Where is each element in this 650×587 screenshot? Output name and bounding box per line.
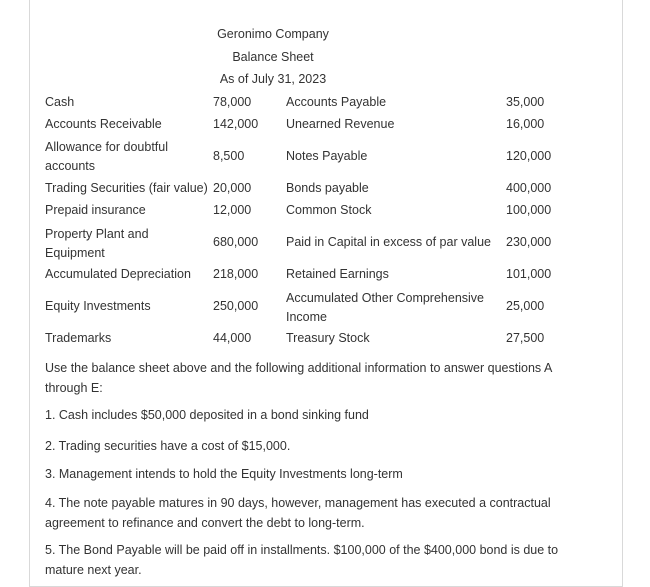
liability-label: Retained Earnings	[286, 267, 389, 281]
statement-title: Balance Sheet	[232, 50, 314, 64]
asset-value: 680,000	[213, 235, 259, 249]
liability-label: Accounts Payable	[286, 95, 387, 109]
statement-date: As of July 31, 2023	[219, 72, 327, 86]
note-item: 3. Management intends to hold the Equity Investments long-term	[45, 467, 403, 481]
asset-value: 12,000	[213, 203, 252, 217]
asset-value: 44,000	[213, 331, 252, 345]
liability-label: Accumulated Other Comprehensive Income	[286, 291, 485, 324]
liability-value: 120,000	[506, 149, 552, 163]
asset-value: 142,000	[213, 117, 259, 131]
asset-value: 8,500	[213, 149, 245, 163]
liability-label: Unearned Revenue	[286, 117, 395, 131]
asset-label: Allowance for doubtful accounts	[45, 140, 168, 173]
liability-label: Common Stock	[286, 203, 372, 217]
asset-label: Trademarks	[45, 331, 112, 345]
liability-value: 16,000	[506, 117, 545, 131]
asset-label: Trading Securities (fair value)	[45, 181, 208, 195]
liability-value: 100,000	[506, 203, 552, 217]
liability-value: 400,000	[506, 181, 552, 195]
company-name: Geronimo Company	[217, 27, 329, 41]
note-item: 4. The note payable matures in 90 days, however, management has executed a contractual agreement to refinance and convert the debt to long-term.	[45, 496, 551, 530]
liability-label: Bonds payable	[286, 181, 369, 195]
note-item: 2. Trading securities have a cost of $15,000.	[45, 439, 291, 453]
asset-value: 20,000	[213, 181, 252, 195]
note-item: 1. Cash includes $50,000 deposited in a bond sinking fund	[45, 408, 369, 422]
liability-label: Paid in Capital in excess of par value	[286, 235, 491, 249]
liability-value: 27,500	[506, 331, 545, 345]
asset-label: Cash	[45, 95, 75, 109]
liability-value: 101,000	[506, 267, 552, 281]
asset-value: 78,000	[213, 95, 252, 109]
asset-label: Accounts Receivable	[45, 117, 162, 131]
asset-value: 250,000	[213, 299, 259, 313]
note-item: 5. The Bond Payable will be paid off in installments. $100,000 of the $400,000 bond is due to mature next year.	[45, 543, 559, 577]
asset-label: Property Plant and Equipment	[45, 227, 149, 260]
liability-value: 35,000	[506, 95, 545, 109]
instructions-text: Use the balance sheet above and the following additional information to answer questions A through E:	[45, 361, 552, 395]
asset-label: Prepaid insurance	[45, 203, 146, 217]
liability-label: Notes Payable	[286, 149, 368, 163]
liability-label: Treasury Stock	[286, 331, 370, 345]
asset-value: 218,000	[213, 267, 259, 281]
liability-value: 25,000	[506, 299, 545, 313]
asset-label: Accumulated Depreciation	[45, 267, 191, 281]
liability-value: 230,000	[506, 235, 552, 249]
asset-label: Equity Investments	[45, 299, 151, 313]
